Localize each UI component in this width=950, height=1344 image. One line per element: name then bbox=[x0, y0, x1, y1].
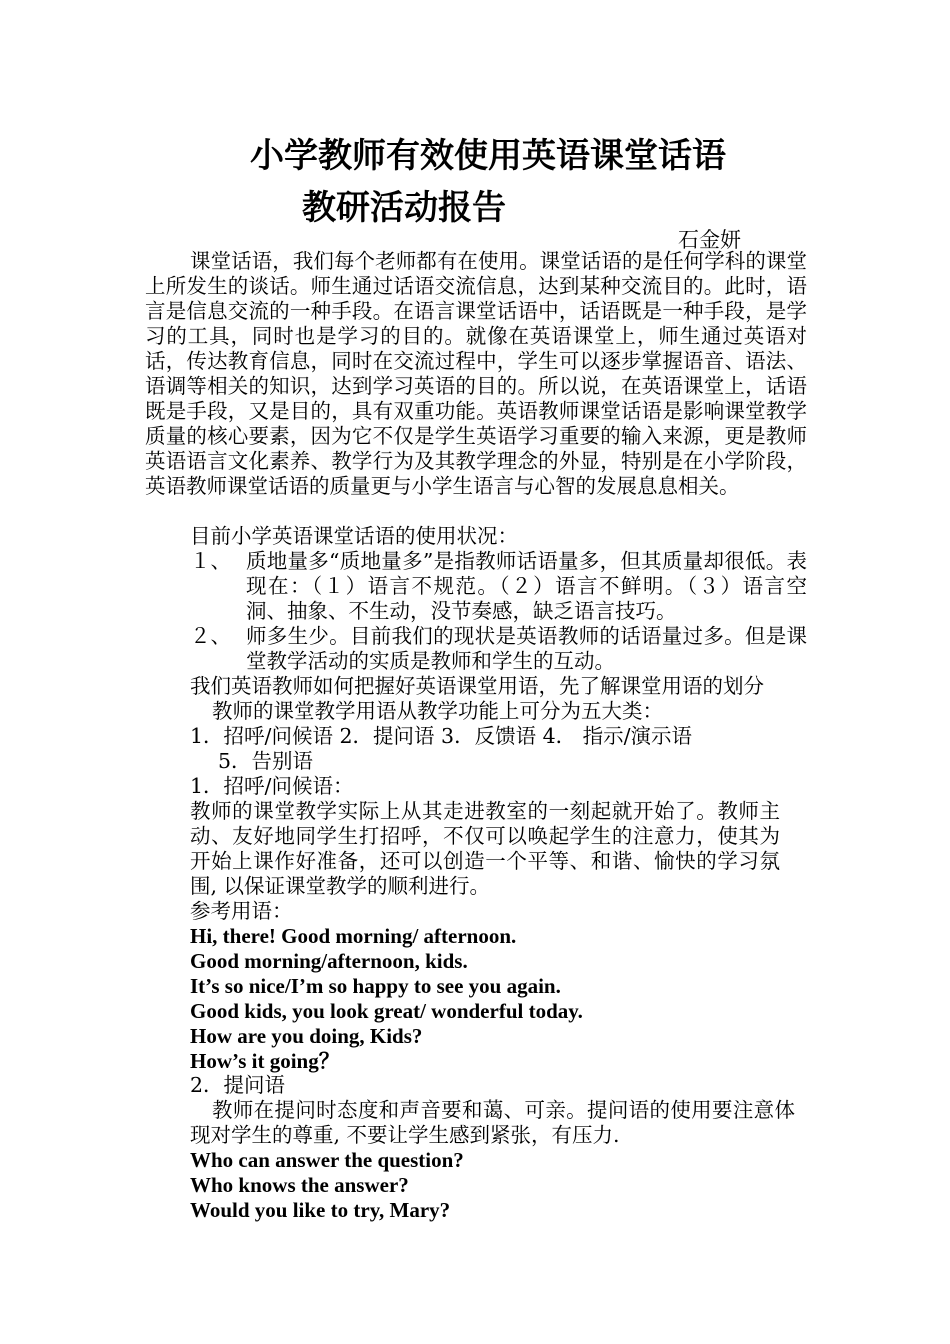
classification-line2: 教师的课堂教学用语从教学功能上可分为五大类： bbox=[212, 699, 663, 723]
section2-heading: 2．提问语 bbox=[190, 1073, 286, 1097]
section1-heading: 1．招呼/问候语： bbox=[190, 774, 354, 798]
categories-line2: 5．告别语 bbox=[218, 749, 314, 773]
list-number: １、 bbox=[190, 549, 231, 573]
list-number: ２、 bbox=[190, 624, 231, 648]
section1-ref-label: 参考用语： bbox=[190, 899, 293, 923]
phrase-line: It’s so nice/I’m so happy to see you again. bbox=[190, 974, 561, 998]
section1-body: 教师的课堂教学实际上从其走进教室的一刻起就开始了。教师主动、友好地同学生打招呼，不仅可以唤起学生的注意力，使其为开始上课作好准备，还可以创造一个平等、和谐、愉快的学习氛围, 以保证课堂教学的顺利进行。 bbox=[190, 799, 780, 898]
phrase-line: Hi, there! Good morning/ afternoon. bbox=[190, 924, 517, 948]
section2-body: 教师在提问时态度和声音要和蔼、可亲。提问语的使用要注意体现对学生的尊重, 不要让学生感到紧张，有压力. bbox=[190, 1098, 795, 1147]
document-title-line1: 小学教师有效使用英语课堂话语 bbox=[250, 136, 726, 176]
phrase-line: How are you doing, Kids? bbox=[190, 1024, 423, 1048]
status-item-1 bbox=[190, 549, 807, 624]
status-item-2 bbox=[190, 624, 807, 674]
phrase-line: Who knows the answer? bbox=[190, 1173, 409, 1197]
intro-paragraph: 课堂话语，我们每个老师都有在使用。课堂话语的是任何学科的课堂上所发生的谈话。师生通过话语交流信息，达到某种交流目的。此时，语言是信息交流的一种手段。在语言课堂话语中，话语既是一种手段，是学习的工具，同时也是学习的目的。就像在英语课堂上，师生通过英语对话，传达教育信息，同时在交流过程中，学生可以逐步掌握语音、语法、语调等相关的知识，达到学习英语的目的。所以说，在英语课堂上，话语既是手段，又是目的，具有双重功能。英语教师课堂话语是影响课堂教学质量的核心要素，因为它不仅是学生英语学习重要的输入来源，更是教师英语语言文化素养、教学行为及其教学理念的外显，特别是在小学阶段，英语教师课堂话语的质量更与小学生语言与心智的发展息息相关。 bbox=[145, 249, 807, 498]
author-name: 石金妍 bbox=[678, 228, 741, 252]
document-title-line2: 教研活动报告 bbox=[302, 188, 506, 228]
phrase-line: Good kids, you look great/ wonderful today. bbox=[190, 999, 583, 1023]
phrase-line: Would you like to try, Mary? bbox=[190, 1198, 451, 1222]
phrase-line: Good morning/afternoon, kids. bbox=[190, 949, 468, 973]
classification-line1: 我们英语教师如何把握好英语课堂用语，先了解课堂用语的划分 bbox=[190, 674, 764, 698]
phrase-line: Who can answer the question? bbox=[190, 1148, 464, 1172]
list-text: 质地量多“质地量多”是指教师话语量多，但其质量却很低。表现在：（１）语言不规范。（２）语言不鲜明。（３）语言空洞、抽象、不生动，没节奏感，缺乏语言技巧。 bbox=[246, 549, 807, 623]
phrase-line: How’s it going？ bbox=[190, 1049, 340, 1073]
status-heading: 目前小学英语课堂话语的使用状况： bbox=[190, 524, 518, 548]
list-text: 师多生少。目前我们的现状是英语教师的话语量过多。但是课堂教学活动的实质是教师和学生的互动。 bbox=[246, 624, 807, 673]
categories-line1: 1．招呼/问候语 2．提问语 3．反馈语 4． 指示/演示语 bbox=[190, 724, 693, 748]
